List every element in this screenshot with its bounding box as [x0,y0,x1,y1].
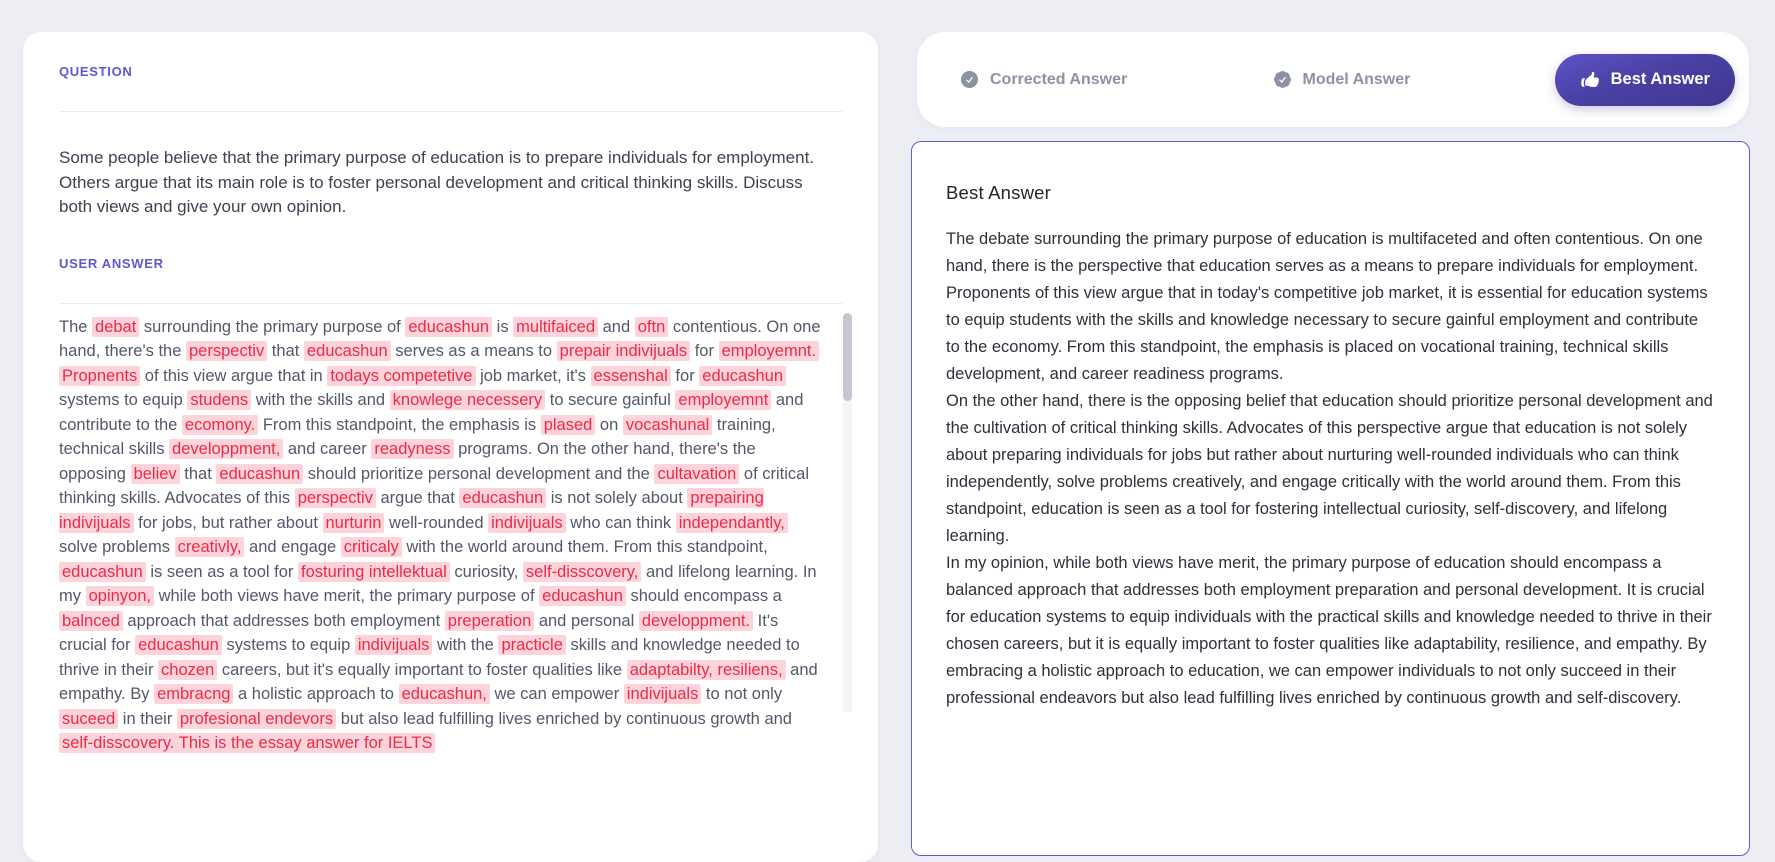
badge-check-icon [1272,69,1293,90]
misspelled-word: indivijuals [624,684,702,704]
misspelled-word: plased [541,415,596,435]
best-answer-paragraphs [946,226,1715,712]
misspelled-word: knowlege necessery [390,390,546,410]
misspelled-word: ecomony. [182,415,258,435]
divider [59,303,842,304]
tab-model-answer[interactable] [1272,69,1411,90]
check-circle-icon [959,69,980,90]
misspelled-word: prepair indivijuals [557,341,690,361]
misspelled-word: self-disscovery, [523,562,641,582]
misspelled-word: practicle [498,635,565,655]
misspelled-word: criticaly [341,537,402,557]
misspelled-word: nurturin [323,513,385,533]
misspelled-word: suceed [59,709,118,729]
thumbs-up-icon [1580,70,1600,90]
divider [59,111,842,112]
misspelled-word: cultavation [654,464,739,484]
misspelled-word: adaptabilty, resiliens, [627,660,786,680]
question-text: Some people believe that the primary purpose of education is to prepare individuals for employment. Others argue that its main role is to foster personal development and critical thinking skills. Discuss both views and give your own opinion. [59,148,815,216]
user-answer-scroll-area[interactable] [59,313,852,752]
misspelled-word: prepairing indivijuals [59,489,764,532]
tab-label: Model Answer [1302,70,1411,88]
best-answer-title: Best Answer [946,182,1052,203]
question-answer-panel [23,32,878,862]
misspelled-word: perspectiv [295,488,376,508]
answer-tabs-bar [917,32,1749,127]
misspelled-word: indivijuals [355,635,433,655]
misspelled-word: educashun [59,562,146,582]
misspelled-word: fosturing intellektual [298,562,450,582]
misspelled-word: developpment. [639,611,753,631]
misspelled-word: educashun [216,464,303,484]
misspelled-word: profesional endevors [177,709,336,729]
misspelled-word: employemnt [675,390,771,410]
misspelled-word: opinyon, [86,586,154,606]
misspelled-word: employemnt. [719,341,819,361]
misspelled-word: educashun [405,317,492,337]
misspelled-word: studens [187,390,251,410]
misspelled-word: believ [131,464,180,484]
misspelled-word: oftn [635,317,669,337]
misspelled-word: debat [92,317,139,337]
misspelled-word: educashun [539,586,626,606]
best-answer-paragraph: On the other hand, there is the opposing belief that education should prioritize personal development and the cultivation of critical thinking skills. Advocates of this perspective argue that education is not solely about preparing individuals for jobs but rather about nurturing well-rounded individuals who can think independently, solve problems creatively, and engage critically with the world around them. From this standpoint, education is seen as a tool for fostering intellectual curiosity, self-discovery, and lifelong learning. [946,392,1713,545]
user-answer-text: The debat surrounding the primary purpose of educashun is multifaiced and oftn contentious. On one hand, there's the perspectiv that educashun serves as a means to prepair indivijuals for employemnt. Propnents of this view argue that in todays competetive job market, it's essenshal for educashun systems to equip studens with the skills and knowlege necessery to secure gainful employemnt and contribute to the ecomony. From this standpoint, the emphasis is plased on vocashunal training, technical skills developpment, and career readyness programs. On the other hand, there's the opposing believ that educashun should prioritize personal development and the cultavation of critical thinking skills. Advocates of this perspectiv argue that educashun is not solely about prepairing indivijuals for jobs, but rather about nurturin well-rounded indivijuals who can think independantly, solve problems creativly, and engage criticaly with the world around them. From this standpoint, educashun is seen as a tool for fosturing intellektual curiosity, self-disscovery, and lifelong learning. In my opinyon, while both views have merit, the primary purpose of educashun should encompass a balnced approach that addresses both employment preperation and personal developpment. It's crucial for educashun systems to equip indivijuals with the practicle skills and knowledge needed to thrive in their chozen careers, but it's equally important to foster qualities like adaptabilty, resiliens, and empathy. By embracng a holistic approach to educashun, we can empower indivijuals to not only suceed in their profesional endevors but also lead fulfilling lives enriched by continuous growth and self-disscovery. This is the essay answer for IELTS [59,317,821,752]
misspelled-word: preperation [445,611,534,631]
misspelled-word: educashun, [399,684,490,704]
best-answer-paragraph: In my opinion, while both views have merit, the primary purpose of education should encompass a balanced approach that addresses both employment preparation and personal development. It is crucial for education systems to equip individuals with the practical skills and knowledge needed to thrive in their chosen careers, but it is equally important to foster qualities like adaptability, resilience, and empathy. By embracing a holistic approach to education, we can empower individuals to not only succeed in their professional endeavors but also lead fulfilling lives enriched by continuous growth and self-discovery. [946,554,1712,707]
tab-corrected-answer[interactable] [959,69,1127,90]
misspelled-word: educashun [699,366,786,386]
best-answer-button-label: Best Answer [1610,70,1710,88]
misspelled-word: Propnents [59,366,140,386]
misspelled-word: chozen [158,660,217,680]
user-answer-label: USER ANSWER [59,255,164,271]
scrollbar-track[interactable] [843,313,852,713]
misspelled-word: vocashunal [623,415,712,435]
best-answer-button[interactable] [1555,54,1735,106]
misspelled-word: perspectiv [186,341,267,361]
misspelled-word: creativly, [175,537,245,557]
best-answer-card [911,141,1750,856]
misspelled-word: essenshal [591,366,671,386]
misspelled-word: embracng [154,684,233,704]
misspelled-word: developpment, [169,439,283,459]
misspelled-word: todays competetive [327,366,475,386]
best-answer-paragraph: The debate surrounding the primary purpose of education is multifaceted and often contentious. On one hand, there is the perspective that education serves as a means to prepare individuals for employment. Proponents of this view argue that in today's competitive job market, it is essential for education systems to equip students with the skills and knowledge necessary to secure gainful employment and contribute to the economy. From this standpoint, the emphasis is placed on vocational training, technical skills development, and career readiness programs. [946,230,1708,383]
misspelled-word: readyness [371,439,453,459]
misspelled-word: independantly, [676,513,788,533]
misspelled-word: multifaiced [513,317,598,337]
scrollbar-thumb[interactable] [843,313,852,401]
misspelled-word: balnced [59,611,123,631]
misspelled-word: educashun [304,341,391,361]
question-label: QUESTION [59,64,133,79]
misspelled-word: educashun [135,635,222,655]
misspelled-word: educashun [459,488,546,508]
misspelled-word: self-disscovery. This is the essay answer for IELTS [59,733,435,753]
misspelled-word: indivijuals [488,513,566,533]
tab-label: Corrected Answer [990,70,1128,88]
